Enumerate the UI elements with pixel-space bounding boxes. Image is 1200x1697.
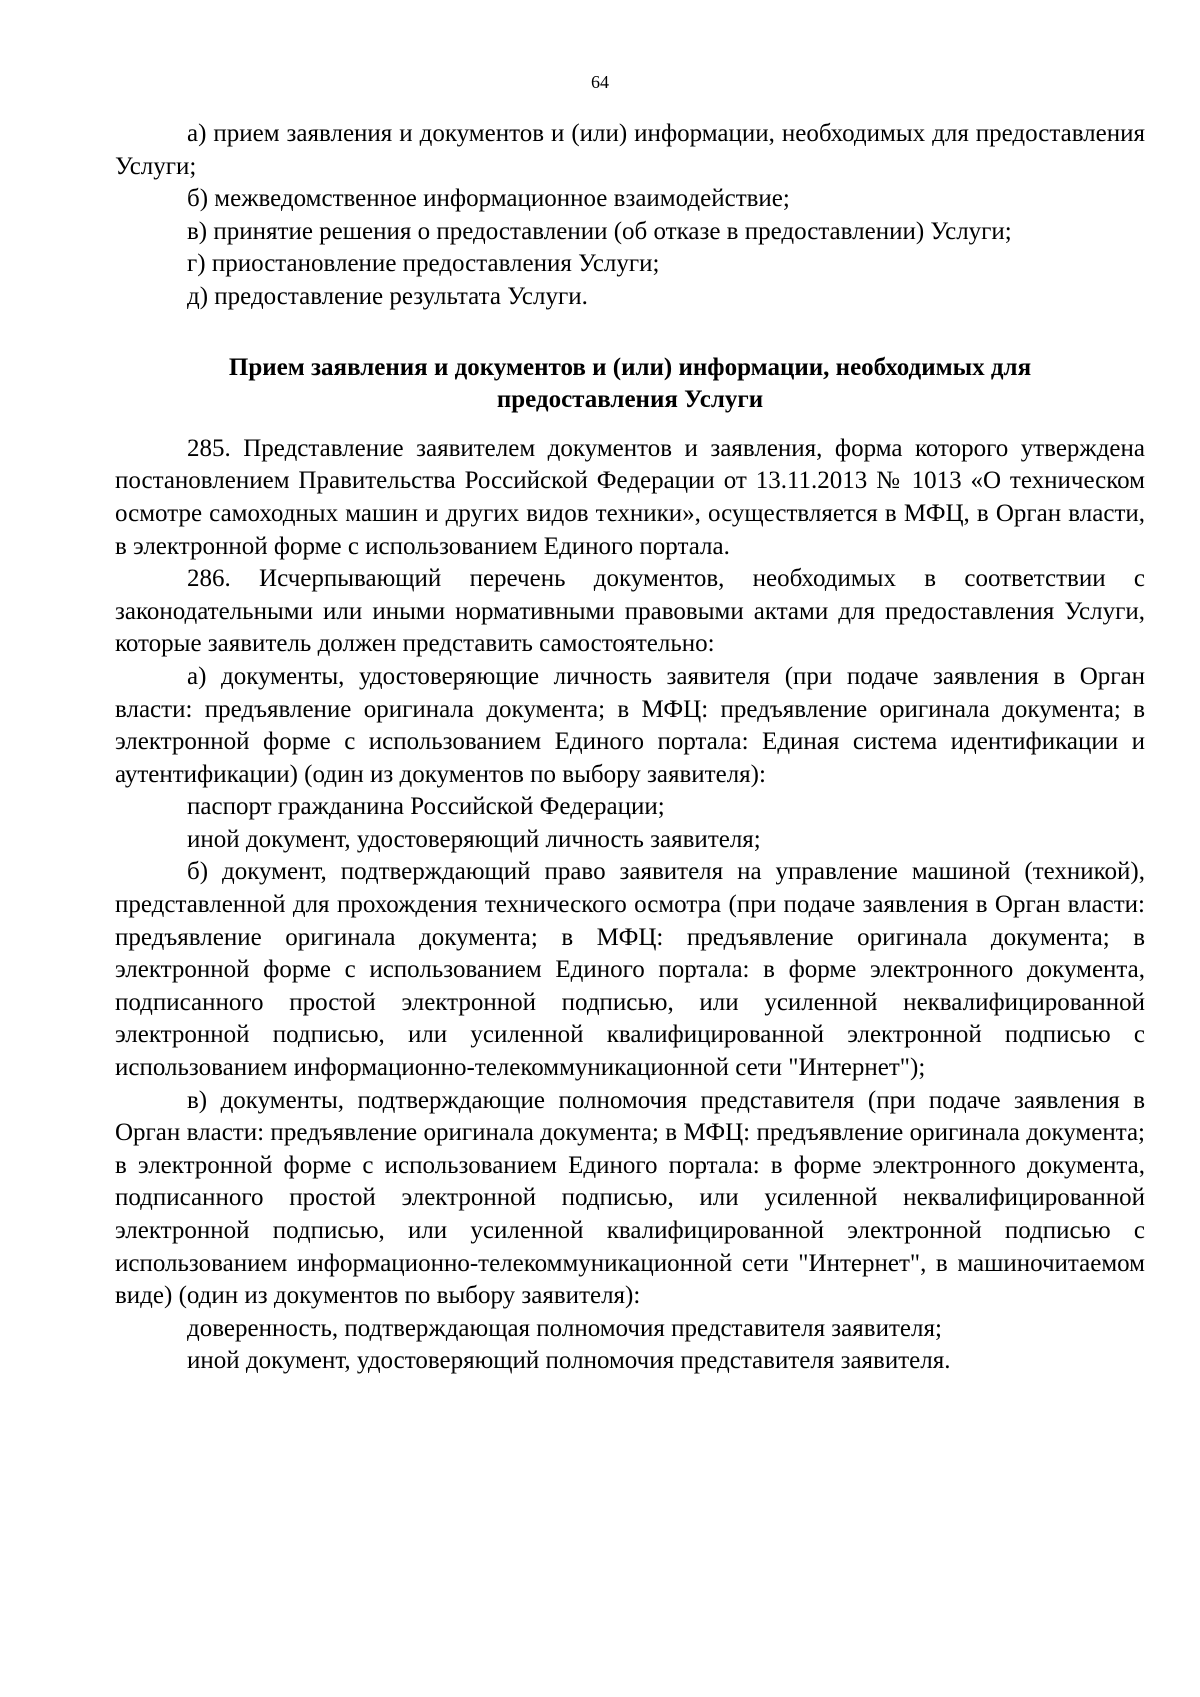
list-item-v: в) принятие решения о предоставлении (об отказе в предоставлении) Услуги;: [187, 217, 1012, 245]
list-item-a: а) прием заявления и документов и (или) информации, необходимых для предоставления Услуги;: [115, 120, 1145, 180]
paragraph-other-authority-doc: иной документ, удостоверяющий полномочия представителя заявителя.: [187, 1347, 951, 1375]
list-item-b: б) межведомственное информационное взаимодействие;: [187, 185, 790, 213]
page-number: 64: [591, 72, 609, 92]
paragraph-other-id: иной документ, удостоверяющий личность заявителя;: [187, 825, 761, 853]
paragraph-passport: паспорт гражданина Российской Федерации;: [187, 793, 665, 821]
paragraph-286-b: б) документ, подтверждающий право заявителя на управление машиной (техникой), представленной для прохождения технического осмотра (при подаче заявления в Орган власти: предъявление оригинала документа; в МФЦ: предъявление оригинала документа; в электронной форме с использованием Единого портала: в форме электронного документа, подписанного простой электронной подписью, или усиленной неквалифицированной электронной подписью, или усиленной квалифицированной электронной подписью с использованием информационно-телекоммуникационной сети "Интернет");: [115, 858, 1145, 1082]
paragraph-286: 286. Исчерпывающий перечень документов, необходимых в соответствии с законодательными или иными нормативными правовыми актами для предоставления Услуги, которые заявитель должен представить самостоятельно:: [115, 565, 1145, 658]
paragraph-286-a: а) документы, удостоверяющие личность заявителя (при подаче заявления в Орган власти: предъявление оригинала документа; в МФЦ: предъявление оригинала документа; в электронной форме с использованием Единого портала: Единая система идентификации и аутентификации) (один из документов по выбору заявителя):: [115, 662, 1145, 788]
list-item-d: д) предоставление результата Услуги.: [187, 282, 588, 310]
paragraph-286-v: в) документы, подтверждающие полномочия представителя (при подаче заявления в Орган власти: предъявление оригинала документа; в МФЦ: предъявление оригинала документа; в электронной форме с использованием Единого портала: в форме электронного документа, подписанного простой электронной подписью, или усиленной неквалифицированной электронной подписью, или усиленной квалифицированной электронной подписью с использованием информационно-телекоммуникационной сети "Интернет", в машиночитаемом виде) (один из документов по выбору заявителя):: [115, 1086, 1145, 1310]
paragraph-power-of-attorney: доверенность, подтверждающая полномочия представителя заявителя;: [187, 1314, 942, 1342]
paragraph-285: 285. Представление заявителем документов и заявления, форма которого утверждена постановлением Правительства Российской Федерации от 13.11.2013 № 1013 «О техническом осмотре самоходных машин и других видов техники», осуществляется в МФЦ, в Орган власти, в электронной форме с использованием Единого портала.: [115, 434, 1145, 560]
list-item-g: г) приостановление предоставления Услуги;: [187, 250, 660, 278]
document-body: [115, 118, 1145, 1378]
section-heading: Прием заявления и документов и (или) информации, необходимых для предоставления Услуги: [228, 353, 1032, 414]
